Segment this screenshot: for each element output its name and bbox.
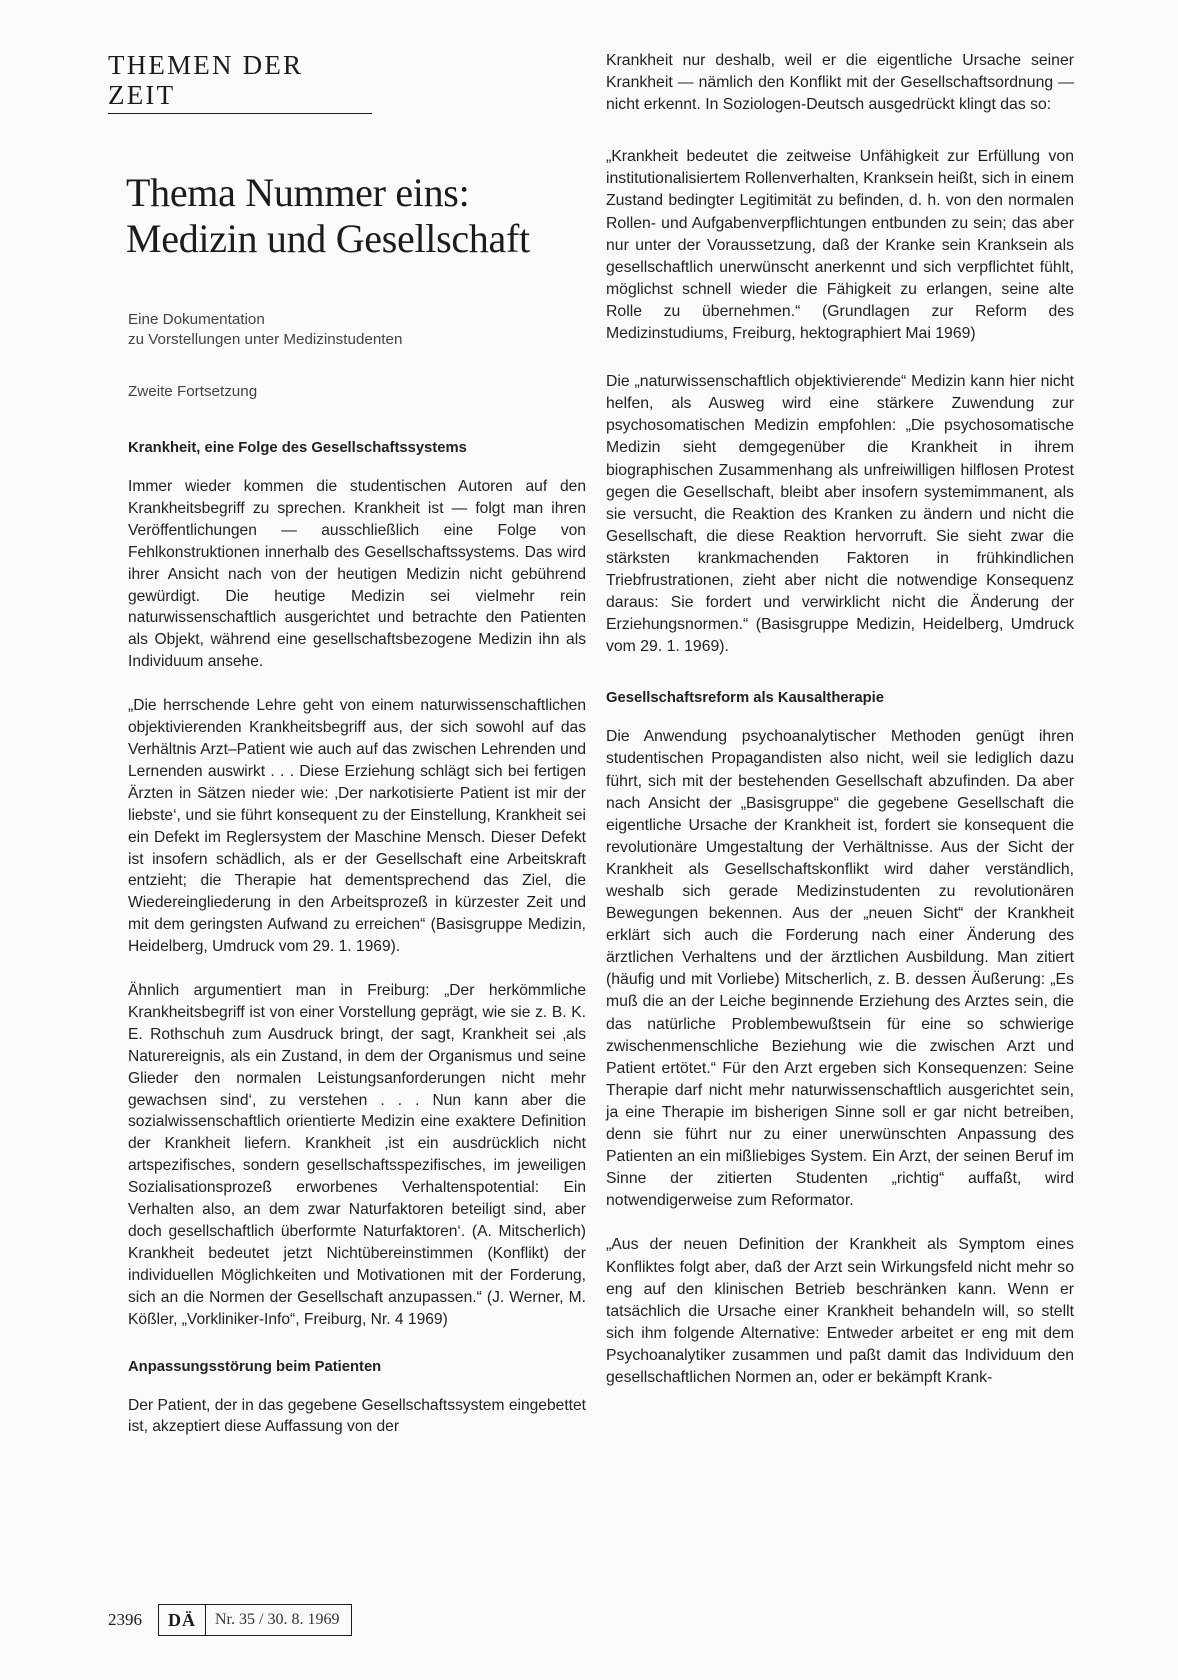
paragraph: Die „naturwissenschaftlich objektivierende“ Medizin kann hier nicht helfen, als Ausweg wird eine stärkere Zuwendung zur psychosomatischen Medizin empfohlen: „Die psychosomatische Medizin sieht demgegenüber die Krankheit in ihrem biographischen Zusammenhang als unfreiwilligen hilflosen Protest gegen die Gesellschaft, bleibt aber insofern systemimmanent, als sie versucht, die Reaktion des Kranken zu ändern und nicht die Gesellschaft, die diese Reaktion hervorruft. Sie sieht zwar die stärksten krankmachenden Faktoren in frühkindlichen Triebfrustrationen, zieht aber nicht die notwendige Konsequenz daraus: Sie fordert und verwirklicht nicht die Änderung der Erziehungsnormen.“ (Basisgruppe Medizin, Heidelberg, Umdruck vom 29. 1. 1969). bbox=[606, 373, 1074, 656]
left-column bbox=[128, 170, 586, 1438]
section-heading-anpassung: Anpassungsstörung beim Patienten bbox=[128, 1358, 382, 1375]
journal-masthead-box bbox=[158, 1604, 352, 1636]
paragraph: Krankheit nur deshalb, weil er die eigentliche Ursache seiner Krankheit — nämlich den Konflikt mit der Gesellschaftsordnung — nicht erkennt. In Soziologen-Deutsch ausgedrückt klingt das so: bbox=[606, 52, 1074, 114]
section-label: THEMEN DER ZEIT bbox=[108, 50, 372, 114]
subtitle-line-1: Eine Dokumentation bbox=[128, 311, 265, 328]
subtitle-line-2: zu Vorstellungen unter Medizinstudenten bbox=[128, 331, 403, 348]
continuation-note: Zweite Fortsetzung bbox=[128, 383, 258, 400]
paragraph: Ähnlich argumentiert man in Freiburg: „Der herkömmliche Krankheitsbegriff ist von einer Vorstellung geprägt, wie sie z. B. K. E. Rothschuh zum Ausdruck bringt, der sagt, Krankheit sei ‚als Naturereignis, als ein Zustand, in dem der Organismus und seine Glieder den normalen Leistungsanforderungen nicht mehr gewachsen sind‘, zu verstehen . . . Nun kann aber die sozialwissenschaftlich orientierte Medizin eine exaktere Definition der Krankheit liefern. Krankheit ‚ist ein ausdrücklich nicht artspezifisches, sondern gesellschaftsspezifisches, im jeweiligen Sozialisationsprozeß erworbenes Verhaltenspotential: Ein Verhalten also, an dem zwar Naturfaktoren beteiligt sind, aber doch gesellschaftlich überformte Naturfaktoren‘. (A. Mitscherlich) Krankheit bedeutet jetzt Nichtübereinstimmen (Konflikt) der individuellen Möglichkeiten und Motivationen mit der Forderung, sich an die Normen der Gesellschaft anzupassen.“ (J. Werner, M. Kößler, „Vorkliniker-Info“, Freiburg, Nr. 4 1969) bbox=[128, 982, 586, 1328]
quote-paragraph: „Krankheit bedeutet die zeitweise Unfähigkeit zur Erfüllung von institutionalisiertem Rollenverhalten, Kranksein heißt, sich in einem Zustand bedingter Legitimität zu befinden, d. h. von den normalen Rollen- und Aufgabenverpflichtungen entbunden zu sein; das aber nur unter der Voraussetzung, daß der Kranke sein Kranksein als gesellschaftlich unerwünscht anerkennt und sich verpflichtet fühlt, möglichst schnell wieder die Fähigkeit zu erlangen, seine alte Rolle zu übernehmen.“ (Grundlagen zur Reform des Medizinstudiums, Freiburg, hektographiert Mai 1969) bbox=[606, 148, 1074, 343]
section-heading-krankheit: Krankheit, eine Folge des Gesellschaftssystems bbox=[128, 440, 467, 456]
quote-paragraph: „Aus der neuen Definition der Krankheit als Symptom eines Konfliktes folgt aber, daß der Arzt sein Wirkungsfeld nicht mehr so eng auf den klinischen Betrieb beschränken kann. Wenn er tatsächlich die Ursache einer Krankheit behandeln will, so stellt sich ihm folgende Alternative: Entweder arbeitet er eng mit dem Psychoanalytiker zusammen und paßt damit das Individuum den gesellschaftlichen Normen an, oder er bekämpft Krank- bbox=[606, 1236, 1074, 1386]
article-subtitle bbox=[128, 310, 586, 350]
quote-paragraph: „Die herrschende Lehre geht von einem naturwissenschaftlichen objektivierenden Krankheitsbegriff aus, der sich sowohl auf das Verhältnis Arzt–Patient wie auch auf das zwischen Lehrenden und Lernenden auswirkt . . . Diese Erziehung schlägt sich bei fertigen Ärzten in Sätzen nieder wie: ‚Der narkotisierte Patient ist mir der liebste‘, und sie führt konsequent zu der Einstellung, Krankheit sei ein Defekt im Reglersystem der Maschine Mensch. Dieser Defekt ist insofern schädlich, als er der Gesellschaft eine Arbeitskraft entzieht; die Therapie hat dementsprechend das Ziel, die Wiedereingliederung in den Arbeitsprozeß in kürzester Zeit und mit dem geringsten Aufwand zu erreichen“ (Basisgruppe Medizin, Heidelberg, Umdruck vom 29. 1. 1969). bbox=[128, 697, 586, 956]
right-column bbox=[606, 50, 1074, 1389]
journal-issue: Nr. 35 / 30. 8. 1969 bbox=[215, 1611, 340, 1628]
paragraph: Die Anwendung psychoanalytischer Methoden genügt ihren studentischen Propagandisten also nicht, weil sie lediglich dazu führt, sich mit der bestehenden Gesellschaft abzufinden. Da aber nach Ansicht der „Basisgruppe“ die gegebene Gesellschaft die eigentliche Ursache der Krankheit ist, fordert sie konsequent die revolutionäre Umgestaltung der Verhältnisse. Aus der Sicht der Krankheit als Gesellschaftskonflikt wird daher verständlich, weshalb sich gerade Medizinstudenten zu revolutionären Bewegungen bekennen. Aus der „neuen Sicht“ der Krankheit erklärt sich auch die Forderung nach einer Änderung des ärztlichen Verhaltens und der ärztlichen Ausbildung. Man zitiert (häufig und mit Vorliebe) Mitscherlich, z. B. dessen Äußerung: „Es muß die an der Leiche beginnende Erziehung des Arztes sein, die das natürliche Problembewußtsein für eine so schwierige zwischenmenschliche Beziehung wie die zwischen Arzt und Patient ertötet.“ Für den Arzt ergeben sich Konsequenzen: Seine Therapie darf nicht mehr naturwissenschaftlich ausgerichtet sein, ja eine Therapie im bisherigen Sinne soll er gar nicht betreiben, denn sie führt nur zu einer unerwünschten Anpassung des Patienten an ein mißliebiges System. Ein Arzt, der seinen Beruf im Sinne der zitierten Studenten „richtig“ auffaßt, wird notwendigerweise zum Reformator. bbox=[606, 728, 1074, 1210]
page-number: 2396 bbox=[108, 1610, 142, 1629]
paragraph: Der Patient, der in das gegebene Gesellschaftssystem eingebettet ist, akzeptiert diese Auffassung von der bbox=[128, 1396, 586, 1436]
article-title bbox=[126, 170, 586, 262]
journal-logo: DÄ bbox=[159, 1605, 206, 1635]
title-line-1: Thema Nummer eins: bbox=[126, 170, 470, 215]
paragraph: Immer wieder kommen die studentischen Autoren auf den Krankheitsbegriff zu sprechen. Krankheit ist — folgt man ihren Veröffentlichungen — ausschließlich eine Folge von Fehlkonstruktionen innerhalb des Gesellschaftssystems. Das wird ihrer Ansicht nach von der heutigen Medizin nicht gebührend gewürdigt. Die heutige Medizin sei vielmehr rein naturwissenschaftlich ausgerichtet und betrachte den Patienten als Objekt, während eine gesellschaftsbezogene Medizin ihn als Individuum ansehe. bbox=[128, 478, 586, 671]
title-line-2: Medizin und Gesellschaft bbox=[126, 216, 530, 261]
page-footer bbox=[108, 1604, 352, 1636]
section-heading-gesellschaftsreform: Gesellschaftsreform als Kausaltherapie bbox=[606, 690, 884, 707]
